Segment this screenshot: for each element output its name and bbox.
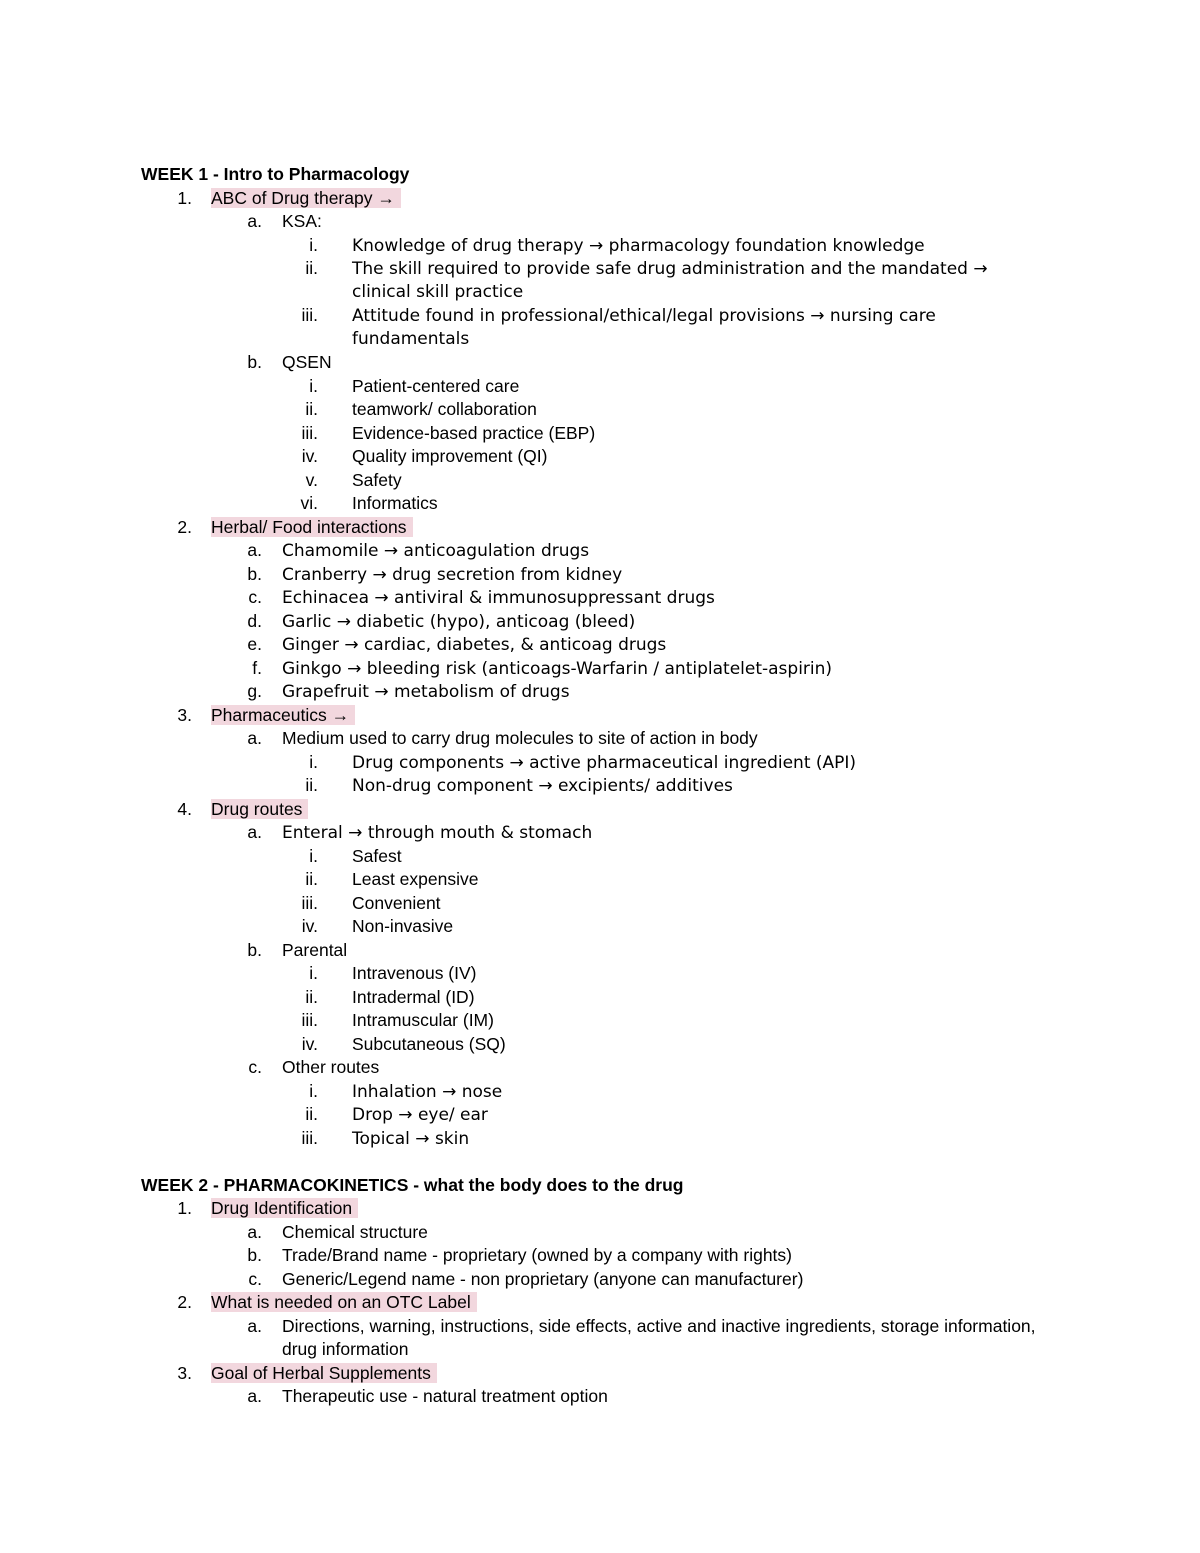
list-item <box>282 657 832 680</box>
list-marker: ii. <box>305 1104 318 1124</box>
list-item <box>352 1009 494 1031</box>
list-marker: iii. <box>301 1010 318 1030</box>
list-item-text: Echinacea → antiviral & immunosuppressant drugs <box>282 588 715 608</box>
list-item <box>352 1080 502 1103</box>
list-item-text: Subcutaneous (SQ) <box>352 1033 506 1054</box>
list-item <box>352 234 925 257</box>
list-item-text: Patient-centered care <box>352 375 520 396</box>
list-marker: 1. <box>177 1198 192 1218</box>
list-item <box>282 633 666 656</box>
list-item-text: Generic/Legend name - non proprietary (anyone can manufacturer) <box>282 1268 804 1289</box>
list-marker: d. <box>247 610 262 631</box>
list-marker: a. <box>247 1315 262 1336</box>
highlighted-topic: Drug routes <box>211 799 308 819</box>
list-item <box>352 375 519 397</box>
list-marker: ii. <box>305 775 318 795</box>
list-item <box>282 727 758 749</box>
list-item <box>352 845 402 867</box>
list-item <box>352 892 441 914</box>
list-item-continuation: clinical skill practice <box>352 281 524 302</box>
list-marker: a. <box>247 1386 262 1406</box>
list-item <box>282 1056 379 1078</box>
list-item-text: Directions, warning, instructions, side effects, active and inactive ingredients, storage information, <box>282 1315 1036 1336</box>
list-marker: vi. <box>300 493 318 513</box>
list-marker: i. <box>309 1080 318 1101</box>
list-item-heading <box>211 1197 358 1219</box>
list-item-text: QSEN <box>282 352 332 372</box>
list-item-text: Least expensive <box>352 869 479 889</box>
list-item-text: Non-invasive <box>352 916 454 936</box>
list-item <box>282 939 347 961</box>
list-item-text: Parental <box>282 939 348 960</box>
highlighted-topic: Pharmaceutics → <box>211 705 355 725</box>
list-marker: iv. <box>301 916 318 936</box>
list-marker: iii. <box>301 892 318 913</box>
list-item-heading <box>211 704 355 726</box>
list-item <box>282 563 622 586</box>
list-marker: iv. <box>301 446 318 466</box>
list-marker: i. <box>309 751 318 772</box>
list-item-text: Trade/Brand name - proprietary (owned by a company with rights) <box>282 1245 792 1265</box>
list-marker: ii. <box>305 399 318 419</box>
list-item-text: Other routes <box>282 1057 380 1077</box>
list-item <box>352 962 477 984</box>
list-item-text: teamwork/ collaboration <box>352 399 537 419</box>
list-item-text: Informatics <box>352 493 438 513</box>
list-marker: a. <box>247 728 262 748</box>
list-item-text: Intradermal (ID) <box>352 986 475 1007</box>
list-item-text: Inhalation → nose <box>352 1081 503 1102</box>
list-item-heading <box>211 187 401 209</box>
list-item <box>282 1268 803 1290</box>
list-item <box>352 751 856 774</box>
list-item <box>282 1315 1036 1337</box>
list-item-text: Knowledge of drug therapy → pharmacology foundation knowledge <box>352 235 925 256</box>
list-item <box>352 868 478 890</box>
list-item-text: Evidence-based practice (EBP) <box>352 422 596 443</box>
list-marker: 4. <box>177 798 192 819</box>
list-item-heading <box>211 1362 437 1384</box>
list-marker: ii. <box>305 258 318 278</box>
list-marker: 2. <box>177 516 192 537</box>
list-item <box>282 1221 428 1243</box>
list-marker: 2. <box>177 1292 192 1312</box>
list-marker: c. <box>248 587 262 607</box>
highlighted-topic: Drug Identification <box>211 1198 358 1218</box>
list-item-text: Intravenous (IV) <box>352 963 477 983</box>
list-item-text: Convenient <box>352 892 441 913</box>
list-item-text: Cranberry → drug secretion from kidney <box>282 564 623 585</box>
list-marker: g. <box>247 681 262 701</box>
section-heading: WEEK 2 - PHARMACOKINETICS - what the body does to the drug <box>141 1174 684 1195</box>
list-item-text: Non-drug component → excipients/ additives <box>352 776 733 796</box>
list-marker: a. <box>247 540 262 560</box>
list-marker: c. <box>248 1268 262 1289</box>
list-item-text: Grapefruit → metabolism of drugs <box>282 682 570 702</box>
list-item <box>282 210 322 232</box>
list-item-text: KSA: <box>282 211 322 231</box>
list-item-text: Intramuscular (IM) <box>352 1010 494 1030</box>
list-item-text: Drug components → active pharmaceutical ingredient (API) <box>352 752 857 773</box>
list-marker: iii. <box>301 305 318 325</box>
list-item-text: Drop → eye/ ear <box>352 1105 488 1125</box>
list-marker: iii. <box>301 422 318 443</box>
list-marker: iv. <box>301 1033 318 1054</box>
list-marker: f. <box>252 657 262 678</box>
list-item-heading <box>211 1291 477 1313</box>
list-marker: 1. <box>177 187 192 208</box>
list-item-continuation: fundamentals <box>352 328 470 349</box>
section-heading: WEEK 1 - Intro to Pharmacology <box>141 164 410 184</box>
list-item <box>282 1385 608 1407</box>
list-item-text: Ginkgo → bleeding risk (anticoags-Warfarin / antiplatelet-aspirin) <box>282 658 833 679</box>
list-item-text: Safest <box>352 845 402 866</box>
list-item-text: The skill required to provide safe drug administration and the mandated → <box>352 259 988 279</box>
list-item <box>352 422 595 444</box>
list-marker: iii. <box>301 1127 318 1148</box>
list-item <box>352 445 547 467</box>
list-marker: i. <box>309 234 318 255</box>
list-item-continuation: drug information <box>282 1339 409 1359</box>
list-item <box>282 586 715 609</box>
list-item-text: Enteral → through mouth & stomach <box>282 823 593 843</box>
list-marker: ii. <box>305 869 318 889</box>
list-marker: ii. <box>305 986 318 1007</box>
list-item <box>352 469 402 491</box>
list-item <box>352 304 936 327</box>
list-marker: 3. <box>177 704 192 725</box>
list-marker: v. <box>305 469 318 490</box>
list-item <box>352 915 453 937</box>
list-item-text: Ginger → cardiac, diabetes, & anticoag drugs <box>282 635 667 655</box>
list-item-text: Chemical structure <box>282 1221 428 1242</box>
list-marker: c. <box>248 1057 262 1077</box>
list-item-heading <box>211 798 308 820</box>
list-item <box>282 539 589 562</box>
list-marker: i. <box>309 845 318 866</box>
list-marker: b. <box>247 1245 262 1265</box>
list-item-text: Garlic → diabetic (hypo), anticoag (bleed) <box>282 611 636 632</box>
list-marker: a. <box>247 1221 262 1242</box>
list-item <box>352 1103 488 1126</box>
highlighted-topic: Herbal/ Food interactions <box>211 517 413 537</box>
list-item <box>282 1244 792 1266</box>
list-item <box>282 680 570 703</box>
list-marker: b. <box>247 563 262 584</box>
list-item-text: Medium used to carry drug molecules to site of action in body <box>282 728 758 748</box>
list-item-text: Therapeutic use - natural treatment option <box>282 1386 608 1406</box>
highlighted-topic: Goal of Herbal Supplements <box>211 1363 437 1383</box>
list-item-text: Topical → skin <box>352 1128 470 1149</box>
list-marker: 3. <box>177 1362 192 1383</box>
list-marker: a. <box>247 822 262 842</box>
list-item-text: Attitude found in professional/ethical/legal provisions → nursing care <box>352 306 936 326</box>
list-item <box>352 774 733 797</box>
list-item <box>352 398 537 420</box>
list-item-text: Safety <box>352 469 402 490</box>
list-item <box>352 257 988 280</box>
list-item <box>352 1033 506 1055</box>
list-item <box>282 351 332 373</box>
list-item-text: Chamomile → anticoagulation drugs <box>282 541 590 561</box>
list-marker: i. <box>309 963 318 983</box>
highlighted-topic: ABC of Drug therapy → <box>211 188 401 208</box>
list-item <box>282 821 592 844</box>
highlighted-topic: What is needed on an OTC Label <box>211 1292 477 1312</box>
list-item <box>352 492 438 514</box>
list-marker: i. <box>309 375 318 396</box>
list-marker: b. <box>247 939 262 960</box>
list-item-heading <box>211 516 413 538</box>
list-marker: e. <box>247 634 262 654</box>
list-item <box>352 1127 469 1150</box>
list-item-text: Quality improvement (QI) <box>352 446 548 466</box>
list-marker: a. <box>247 211 262 231</box>
list-item <box>352 986 475 1008</box>
list-marker: b. <box>247 352 262 372</box>
list-item <box>282 610 635 633</box>
